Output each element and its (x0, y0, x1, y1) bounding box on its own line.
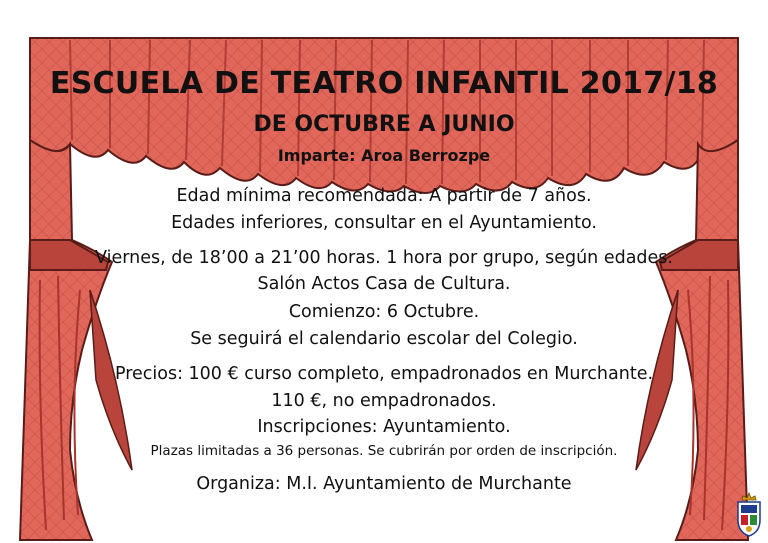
instructor-line: Imparte: Aroa Berrozpe (277, 146, 491, 165)
age-line-2: Edades inferiores, consultar en el Ayuntamiento. (171, 213, 597, 233)
schedule-line-1: Viernes, de 18’00 a 21’00 horas. 1 hora por grupo, según edades. (95, 248, 673, 268)
schedule-line-3: Comienzo: 6 Octubre. (288, 302, 480, 322)
prices-line-2: 110 €, no empadronados. (271, 391, 497, 411)
municipal-coat-of-arms-icon (733, 490, 765, 538)
poster-title: ESCUELA DE TEATRO INFANTIL 2017/18 (49, 66, 719, 101)
prices-line-3: Inscripciones: Ayuntamiento. (257, 417, 511, 437)
prices-line-4: Plazas limitadas a 36 personas. Se cubrirán por orden de inscripción. (150, 443, 618, 459)
schedule-line-2: Salón Actos Casa de Cultura. (257, 274, 511, 294)
poster-subtitle: DE OCTUBRE A JUNIO (253, 112, 515, 137)
age-line-1: Edad mínima recomendada: A partir de 7 años. (176, 186, 592, 206)
organizer-line: Organiza: M.I. Ayuntamiento de Murchante (196, 474, 572, 494)
prices-line-1: Precios: 100 € curso completo, empadronados en Murchante. (114, 364, 654, 384)
schedule-line-4: Se seguirá el calendario escolar del Colegio. (190, 329, 578, 349)
